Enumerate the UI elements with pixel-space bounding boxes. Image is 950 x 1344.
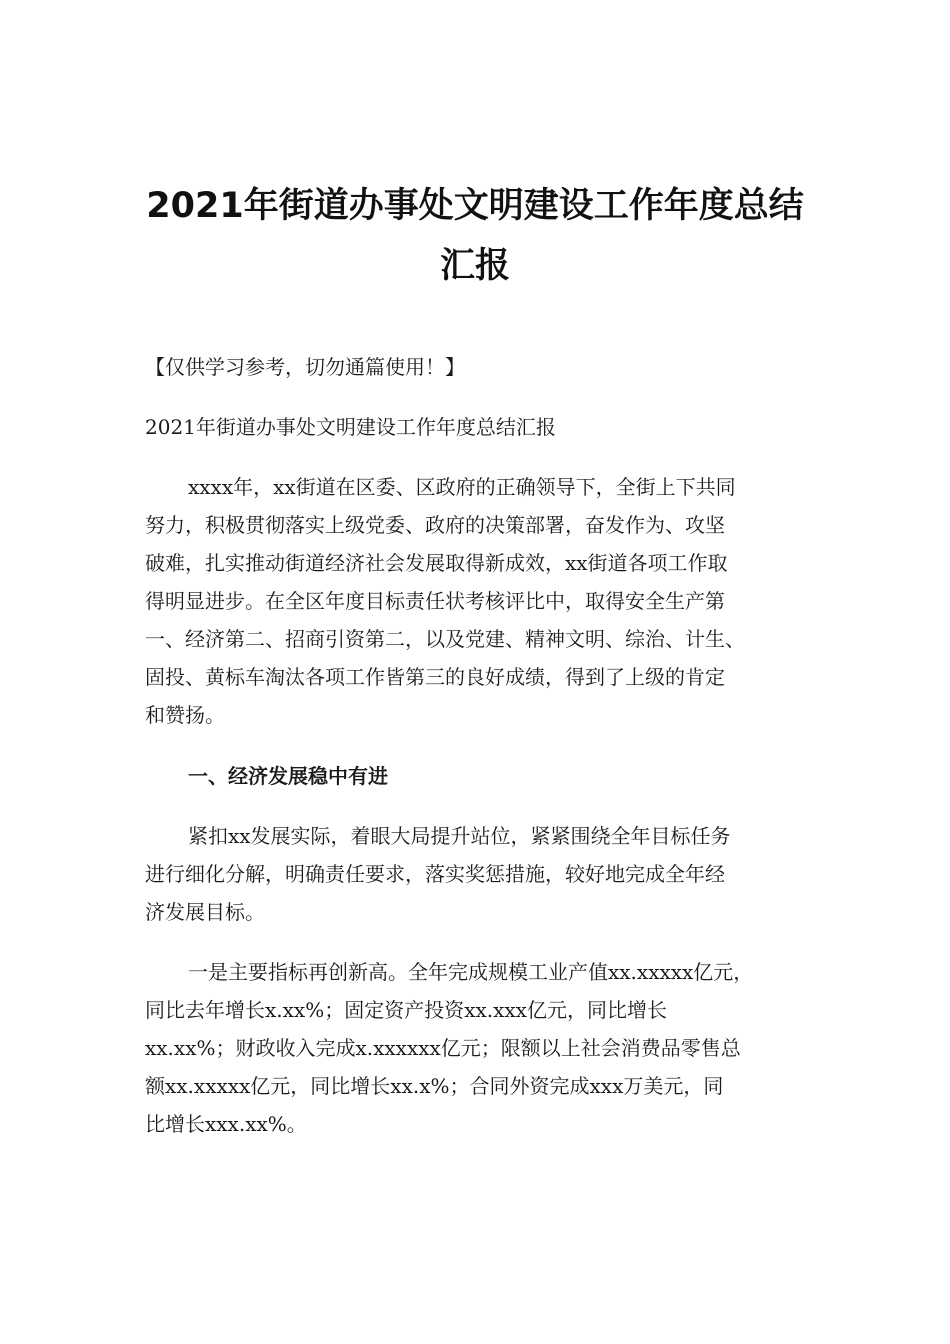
paragraph-line: 比增长xxx.xx%。 bbox=[145, 1112, 307, 1136]
intro-line: 一、经济第二、招商引资第二，以及党建、精神文明、综治、计生、 bbox=[145, 627, 745, 651]
document-subtitle: 2021年街道办事处文明建设工作年度总结汇报 bbox=[145, 415, 556, 439]
paragraph-line: 进行细化分解，明确责任要求，落实奖惩措施，较好地完成全年经 bbox=[145, 862, 725, 886]
paragraph-line: 济发展目标。 bbox=[145, 900, 265, 924]
document-title-line1: 2021年街道办事处文明建设工作年度总结 bbox=[146, 186, 804, 226]
intro-line: 破难，扎实推动街道经济社会发展取得新成效，xx街道各项工作取 bbox=[145, 551, 728, 575]
paragraph-line: 同比去年增长x.xx%；固定资产投资xx.xxx亿元，同比增长 bbox=[145, 998, 667, 1022]
section-heading: 一、经济发展稳中有进 bbox=[188, 764, 388, 788]
paragraph-line: 额xx.xxxxx亿元，同比增长xx.x%；合同外资完成xxx万美元，同 bbox=[145, 1074, 724, 1098]
paragraph-line: 一是主要指标再创新高。全年完成规模工业产值xx.xxxxx亿元， bbox=[188, 960, 754, 984]
paragraph-line: 紧扣xx发展实际，着眼大局提升站位，紧紧围绕全年目标任务 bbox=[188, 824, 731, 848]
usage-note: 【仅供学习参考，切勿通篇使用！】 bbox=[145, 355, 465, 379]
document-title-line2: 汇报 bbox=[439, 246, 510, 286]
intro-line: 固投、黄标车淘汰各项工作皆第三的良好成绩，得到了上级的肯定 bbox=[145, 665, 725, 689]
intro-line: xxxx年，xx街道在区委、区政府的正确领导下，全街上下共同 bbox=[188, 475, 736, 499]
intro-line: 和赞扬。 bbox=[145, 703, 225, 727]
intro-line: 得明显进步。在全区年度目标责任状考核评比中，取得安全生产第 bbox=[145, 589, 725, 613]
intro-line: 努力，积极贯彻落实上级党委、政府的决策部署，奋发作为、攻坚 bbox=[145, 513, 725, 537]
paragraph-line: xx.xx%；财政收入完成x.xxxxxx亿元；限额以上社会消费品零售总 bbox=[145, 1036, 741, 1060]
